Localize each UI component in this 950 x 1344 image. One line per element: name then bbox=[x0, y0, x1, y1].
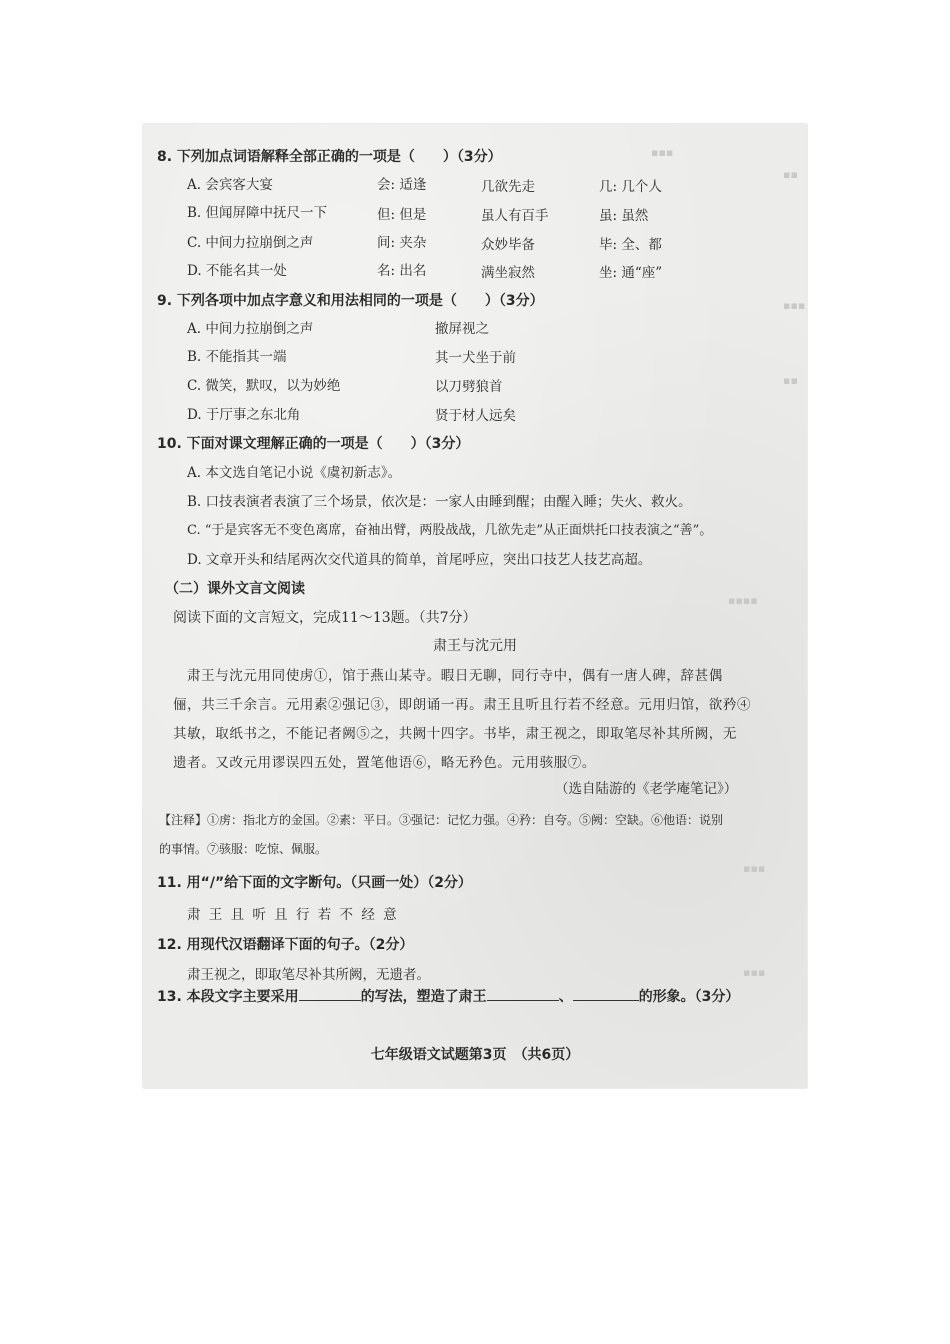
q8-option-a-gloss2: 几: 几个人 bbox=[599, 179, 662, 195]
bleed-through-mark: ▪▪▪ bbox=[783, 299, 806, 312]
q9-option-b-right: 其一犬坐于前 bbox=[435, 350, 516, 366]
q8-option-d-word: D. 不能名其一处 bbox=[187, 263, 287, 279]
question-9-stem: 9. 下列各项中加点字意义和用法相同的一项是（ ）（3分） bbox=[157, 293, 544, 309]
q8-option-a-word: A. 会宾客大宴 bbox=[187, 177, 273, 193]
bleed-through-mark: ▪▪ bbox=[783, 374, 798, 387]
section-intro: 阅读下面的文言短文，完成11～13题。（共7分） bbox=[173, 610, 477, 626]
q9-option-a-right: 撤屏视之 bbox=[435, 321, 489, 337]
question-12-stem: 12. 用现代汉语翻译下面的句子。（2分） bbox=[157, 937, 414, 953]
q8-option-c-word2: 众妙毕备 bbox=[481, 237, 535, 253]
question-11-stem: 11. 用“/”给下面的文字断句。（只画一处）（2分） bbox=[157, 875, 472, 891]
bleed-through-mark: ▪▪▪▪ bbox=[728, 594, 758, 607]
q8-option-a-word2: 几欲先走 bbox=[481, 179, 535, 195]
bleed-through-mark: ▪▪▪ bbox=[651, 146, 674, 159]
q8-option-c-gloss: 间: 夹杂 bbox=[377, 235, 427, 251]
q13-blank-3[interactable] bbox=[573, 986, 639, 1001]
q9-option-d-left: D. 于厅事之东北角 bbox=[187, 407, 301, 423]
q8-option-b-gloss2: 虽: 虽然 bbox=[599, 208, 649, 224]
q8-option-d-word2: 满坐寂然 bbox=[481, 265, 535, 281]
passage-source: （选自陆游的《老学庵笔记》） bbox=[555, 781, 738, 797]
passage-title: 肃王与沈元用 bbox=[433, 638, 517, 654]
q12-text: 肃王视之，即取笔尽补其所阙，无遗者。 bbox=[187, 967, 430, 983]
q10-option-d: D. 文章开头和结尾两次交代道具的简单，首尾呼应，突出口技艺人技艺高超。 bbox=[187, 552, 652, 568]
passage-line: 肃王与沈元用同使虏①，馆于燕山某寺。暇日无聊，同行寺中，偶有一唐人碑，辞甚偶 bbox=[187, 668, 723, 684]
question-8-stem: 8. 下列加点词语解释全部正确的一项是（ ）（3分） bbox=[157, 149, 502, 165]
q13-part-3: 、 bbox=[558, 989, 573, 1005]
q8-option-b-word2: 虽人有百手 bbox=[481, 208, 549, 224]
passage-line: 遗者。又改元用谬误四五处，置笔他语⑥，略无矜色。元用骇服⑦。 bbox=[173, 755, 596, 771]
q8-option-a-gloss: 会: 适逢 bbox=[377, 177, 427, 193]
passage-line: 其敏，取纸书之，不能记者阙⑤之，共阙十四字。书毕，肃王视之，即取笔尽补其所阙，无 bbox=[173, 726, 737, 742]
q10-option-a: A. 本文选自笔记小说《虞初新志》。 bbox=[187, 465, 402, 481]
q13-blank-2[interactable] bbox=[487, 986, 559, 1001]
q10-option-b: B. 口技表演者表演了三个场景，依次是：一家人由睡到醒；由醒入睡；失火、救火。 bbox=[187, 494, 692, 510]
scanned-exam-page bbox=[143, 124, 807, 1088]
q8-option-b-gloss: 但: 但是 bbox=[377, 207, 427, 223]
q9-option-c-right: 以刀劈狼首 bbox=[435, 379, 503, 395]
q8-option-b-word: B. 但闻屏障中抚尺一下 bbox=[187, 205, 328, 221]
q13-part-2: 的写法，塑造了肃王 bbox=[360, 989, 487, 1005]
q9-option-b-left: B. 不能指其一端 bbox=[187, 349, 287, 365]
q11-text: 肃 王 且 听 且 行 若 不 经 意 bbox=[187, 907, 399, 923]
bleed-through-mark: ▪▪▪ bbox=[743, 966, 766, 979]
q8-option-d-gloss: 名: 出名 bbox=[377, 263, 427, 279]
passage-line: 俪，共三千余言。元用素②强记③，即朗诵一再。肃王且听且行若不经意。元用归馆，欲矜④ bbox=[173, 697, 752, 713]
annotation-notes-line: 【注释】①虏：指北方的金国。②素：平日。③强记：记忆力强。④矜：自夸。⑤阙：空缺。⑥他语：说别 bbox=[159, 813, 724, 827]
q8-option-c-word: C. 中间力拉崩倒之声 bbox=[187, 235, 314, 251]
q13-part-1: 13. 本段文字主要采用 bbox=[157, 989, 299, 1005]
q13-blank-1[interactable] bbox=[299, 986, 361, 1001]
bleed-through-mark: ▪▪▪ bbox=[743, 862, 766, 875]
bleed-through-mark: ▪▪ bbox=[783, 168, 798, 181]
q9-option-d-right: 贤于材人远矣 bbox=[435, 408, 516, 424]
annotation-notes-line: 的事情。⑦骇服：吃惊、佩服。 bbox=[159, 842, 328, 856]
q9-option-a-left: A. 中间力拉崩倒之声 bbox=[187, 321, 314, 337]
section-heading: （二）课外文言文阅读 bbox=[165, 581, 305, 597]
q13-part-4: 的形象。（3分） bbox=[638, 989, 740, 1005]
question-10-stem: 10. 下面对课文理解正确的一项是（ ）（3分） bbox=[157, 436, 470, 452]
q8-option-c-gloss2: 毕: 全、都 bbox=[599, 237, 662, 253]
q9-option-c-left: C. 微笑，默叹，以为妙绝 bbox=[187, 378, 341, 394]
q10-option-c: C. “于是宾客无不变色离席，奋袖出臂，两股战战，几欲先走”从正面烘托口技表演之“善”。 bbox=[187, 523, 713, 538]
page-footer: 七年级语文试题第3页 （共6页） bbox=[370, 1047, 580, 1063]
q8-option-d-gloss2: 坐: 通“座” bbox=[599, 265, 663, 281]
question-13 bbox=[157, 986, 739, 1006]
